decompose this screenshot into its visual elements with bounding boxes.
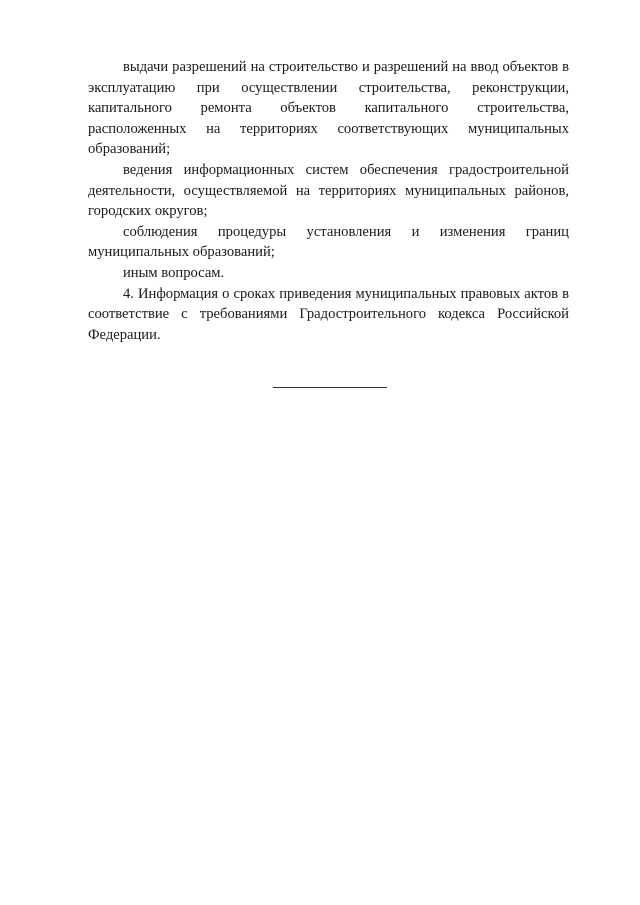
paragraph-item-4: 4. Информация о сроках приведения муниципальных правовых актов в соответствие с требованиями Градостроительного кодекса Российской Федерации.: [88, 285, 569, 343]
paragraph-other-questions: иным вопросам.: [123, 264, 225, 281]
paragraph-boundaries: соблюдения процедуры установления и изменения границ муниципальных образований;: [88, 223, 569, 261]
end-separator-line: [273, 387, 387, 388]
paragraph-information-systems: ведения информационных систем обеспечения градостроительной деятельности, осуществляемой на территориях муниципальных районов, городских округов;: [88, 161, 569, 220]
paragraph-permits: выдачи разрешений на строительство и разрешений на ввод объектов в эксплуатацию при осуществлении строительства, реконструкции, капитального ремонта объектов капитального строительства, расположенных на территориях соответствующих муниципальных образований;: [88, 59, 569, 158]
document-body: [88, 57, 569, 345]
